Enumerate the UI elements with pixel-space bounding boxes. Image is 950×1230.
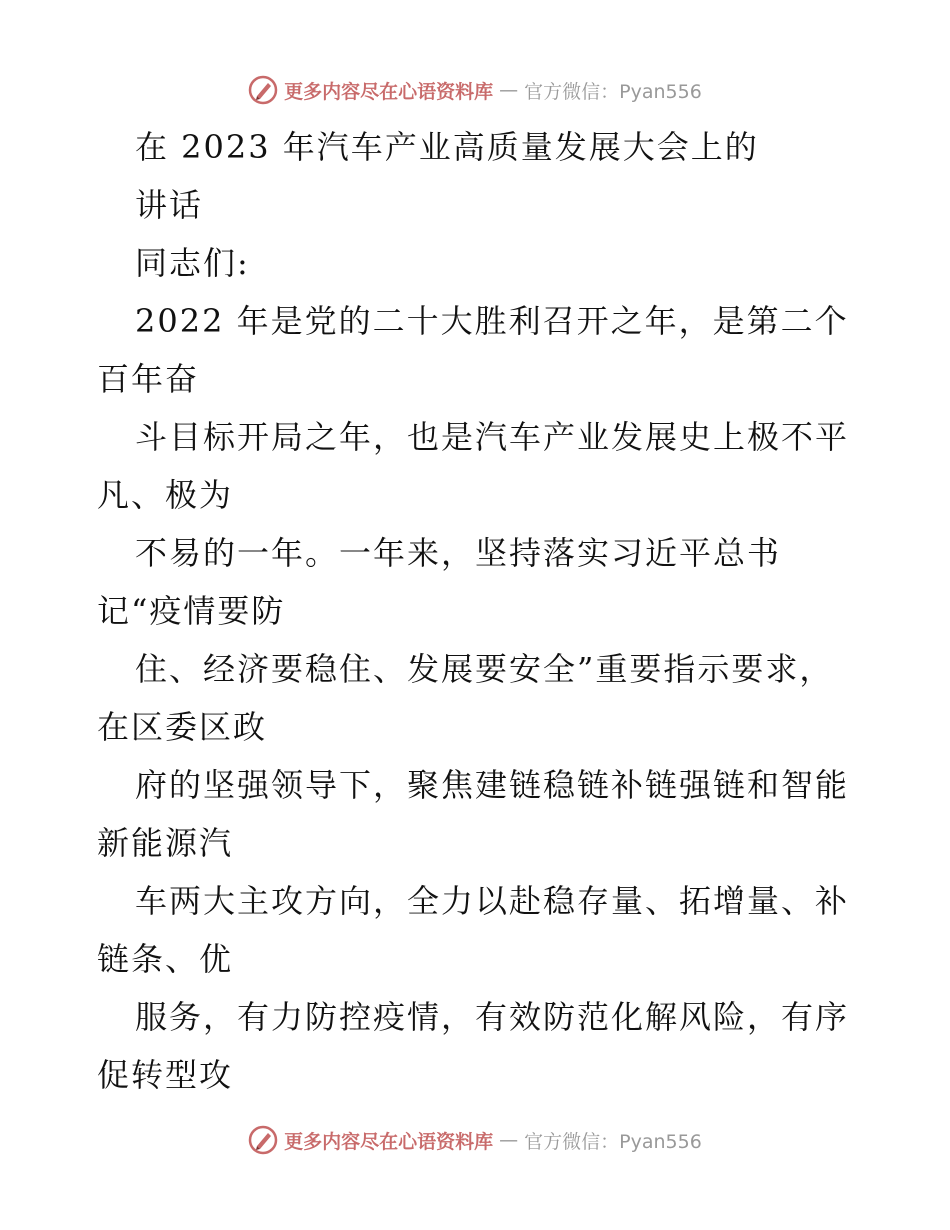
doc-text-line: 在区委区政 — [97, 708, 268, 746]
watermark-group — [248, 75, 702, 105]
doc-text-line: 链条、优 — [97, 940, 234, 978]
watermark-text: 更多内容尽在心语资料库 — [284, 1130, 494, 1153]
doc-text-line: 促转型攻 — [97, 1056, 234, 1094]
header-watermark-banner — [0, 70, 950, 110]
doc-text-line: 百年奋 — [97, 360, 200, 398]
doc-text-line: 住、经济要稳住、发展要安全”重要指示要求， — [135, 650, 834, 688]
doc-text-line: 不易的一年。一年来，坚持落实习近平总书 — [135, 534, 782, 572]
doc-text-line: 车两大主攻方向，全力以赴稳存量、拓增量、补 — [135, 882, 850, 920]
watermark-separator: — — [499, 79, 519, 101]
watermark-separator: — — [499, 1129, 519, 1151]
doc-title-line-1: 在 2023 年汽车产业高质量发展大会上的 — [135, 128, 759, 166]
doc-text-line: 记“疫情要防 — [97, 592, 286, 630]
doc-text-line: 府的坚强领导下，聚焦建链稳链补链强链和智能 — [135, 766, 850, 804]
watermark-contact: 官方微信：Pyan556 — [524, 1130, 702, 1153]
doc-text-line: 2022 年是党的二十大胜利召开之年，是第二个 — [135, 302, 849, 340]
doc-text-line: 斗目标开局之年，也是汽车产业发展史上极不平 — [135, 418, 850, 456]
doc-text-line: 凡、极为 — [97, 476, 234, 514]
doc-salutation: 同志们: — [135, 244, 250, 282]
doc-title-line-2: 讲话 — [135, 186, 204, 224]
watermark-group — [248, 1125, 702, 1155]
watermark-text: 更多内容尽在心语资料库 — [284, 80, 494, 103]
pen-logo-icon — [248, 75, 278, 105]
watermark-contact: 官方微信：Pyan556 — [524, 80, 702, 103]
footer-watermark-banner — [0, 1120, 950, 1160]
doc-text-line: 新能源汽 — [97, 824, 234, 862]
doc-text-line: 服务，有力防控疫情，有效防范化解风险，有序 — [135, 998, 850, 1036]
pen-logo-icon — [248, 1125, 278, 1155]
